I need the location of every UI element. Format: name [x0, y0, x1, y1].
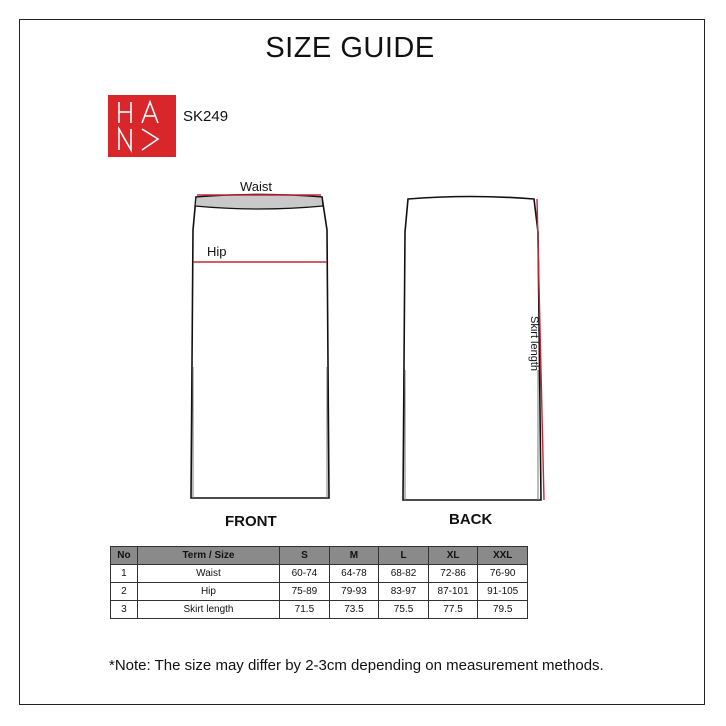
table-cell: 71.5: [280, 601, 330, 619]
header-xl: XL: [428, 547, 478, 565]
measurement-note: *Note: The size may differ by 2-3cm depending on measurement methods.: [109, 657, 604, 674]
table-cell: 77.5: [428, 601, 478, 619]
table-cell: 75.5: [379, 601, 429, 619]
table-cell: 3: [111, 601, 138, 619]
table-cell: 79-93: [329, 583, 379, 601]
header-no: No: [111, 547, 138, 565]
hip-label: Hip: [207, 244, 227, 259]
header-s: S: [280, 547, 330, 565]
table-cell: 76-90: [478, 565, 528, 583]
table-header-row: [111, 547, 528, 565]
table-cell: 87-101: [428, 583, 478, 601]
size-table: [110, 546, 528, 619]
table-cell: Skirt length: [137, 601, 279, 619]
header-term: Term / Size: [137, 547, 279, 565]
skirt-length-label: Skirt length: [528, 316, 540, 372]
table-cell: 79.5: [478, 601, 528, 619]
page-title: SIZE GUIDE: [265, 32, 435, 64]
table-cell: 75-89: [280, 583, 330, 601]
table-row: [111, 601, 528, 619]
table-cell: 72-86: [428, 565, 478, 583]
header-xxl: XXL: [478, 547, 528, 565]
table-cell: 60-74: [280, 565, 330, 583]
table-cell: 91-105: [478, 583, 528, 601]
front-waistband: [195, 195, 323, 210]
product-code: SK249: [183, 108, 229, 125]
table-cell: 68-82: [379, 565, 429, 583]
table-cell: 1: [111, 565, 138, 583]
back-view-label: BACK: [449, 511, 493, 528]
waist-label: Waist: [240, 179, 273, 194]
front-skirt-outline: [191, 195, 329, 499]
header-m: M: [329, 547, 379, 565]
table-row: [111, 565, 528, 583]
header-l: L: [379, 547, 429, 565]
table-row: [111, 583, 528, 601]
table-cell: 73.5: [329, 601, 379, 619]
table-cell: 2: [111, 583, 138, 601]
table-cell: 83-97: [379, 583, 429, 601]
table-cell: Hip: [137, 583, 279, 601]
front-view-label: FRONT: [225, 513, 277, 530]
table-cell: Waist: [137, 565, 279, 583]
table-cell: 64-78: [329, 565, 379, 583]
back-skirt-outline: [403, 197, 541, 501]
